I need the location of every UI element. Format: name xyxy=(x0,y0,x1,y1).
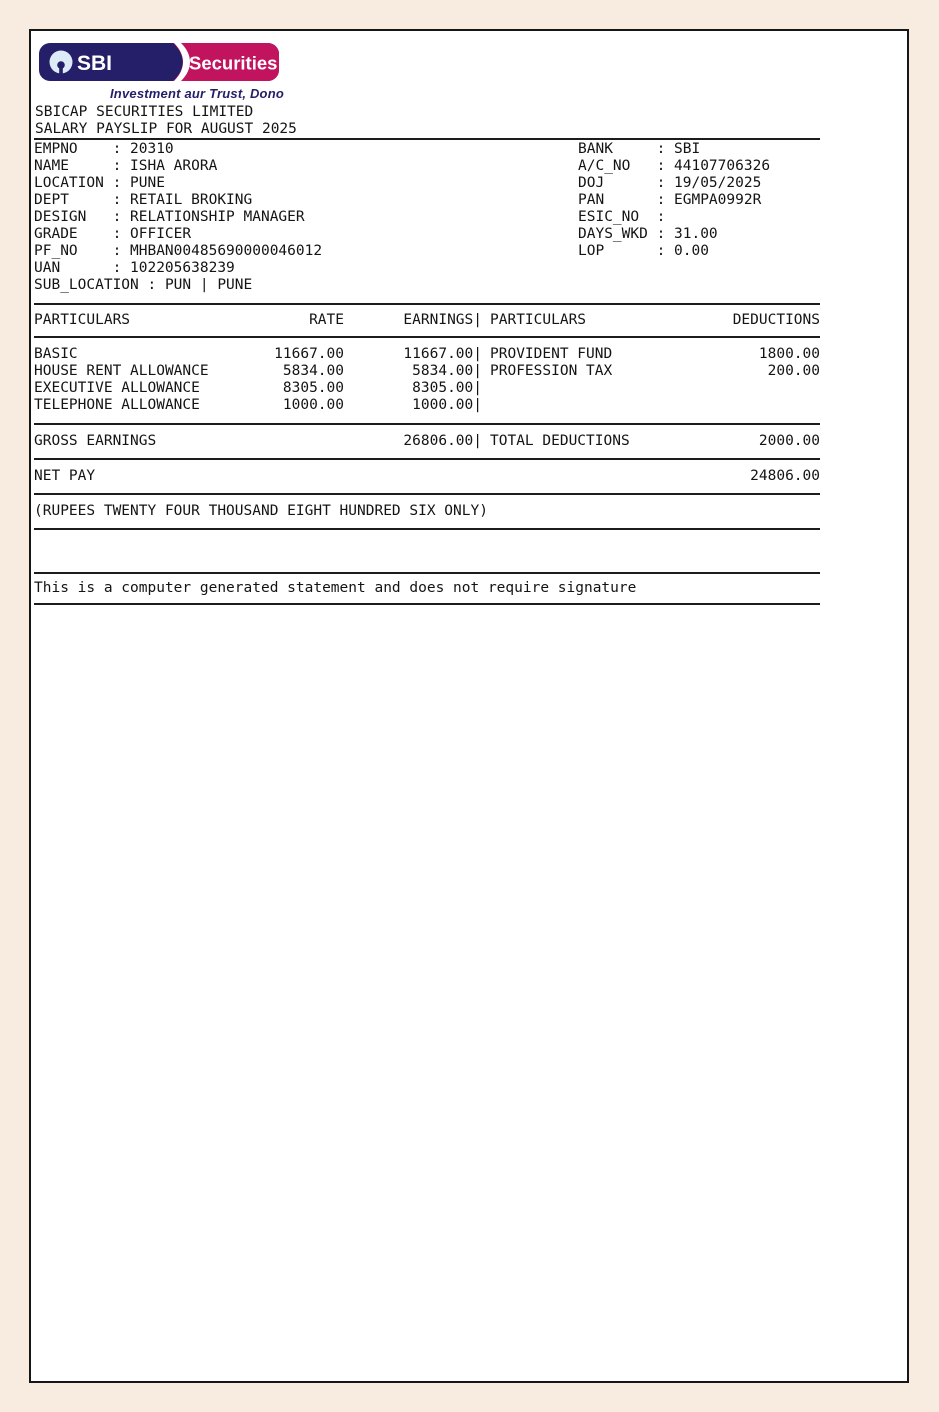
employee-details-left xyxy=(34,141,578,294)
field-label: PF_NO xyxy=(34,243,78,259)
field-doj xyxy=(578,175,820,192)
column-separator: | xyxy=(473,363,482,379)
header-particulars-deductions: PARTICULARS xyxy=(490,312,587,328)
field-label: DESIGN xyxy=(34,209,87,225)
deduction-amount xyxy=(698,380,820,397)
field-label: LOCATION xyxy=(34,175,104,191)
colon: : xyxy=(656,209,666,225)
divider xyxy=(34,423,820,425)
payslip-content xyxy=(31,31,820,605)
logo-sbi-text: SBI xyxy=(77,52,113,75)
colon: : xyxy=(112,141,122,157)
sbi-securities-logo xyxy=(39,43,820,81)
colon: : xyxy=(112,175,122,191)
field-label: ESIC_NO xyxy=(578,209,640,225)
logo-securities-text: Securities xyxy=(189,52,278,74)
deduction-amount: 200.00 xyxy=(767,363,820,379)
earning-amount-value: 5834.00 xyxy=(412,363,474,379)
earning-rate: 8305.00 xyxy=(282,380,344,396)
divider xyxy=(34,493,820,495)
field-sub-location xyxy=(34,277,578,294)
field-label: DEPT xyxy=(34,192,69,208)
earning-amount-value: 11667.00 xyxy=(403,346,474,362)
field-value: MHBAN00485690000046012 xyxy=(130,243,323,259)
field-lop xyxy=(578,243,820,260)
computer-generated-note: This is a computer generated statement and does not require signature xyxy=(34,580,637,596)
total-deductions-label: TOTAL DEDUCTIONS xyxy=(490,433,630,449)
net-pay-row xyxy=(34,468,820,485)
field-label: EMPNO xyxy=(34,141,78,157)
field-uan xyxy=(34,260,578,277)
total-deductions-amount: 2000.00 xyxy=(758,433,820,449)
field-label: A/C_NO xyxy=(578,158,631,174)
net-pay-amount: 24806.00 xyxy=(750,468,820,484)
field-dept xyxy=(34,192,578,209)
amount-in-words: (RUPEES TWENTY FOUR THOUSAND EIGHT HUNDRED SIX ONLY) xyxy=(34,503,488,519)
divider xyxy=(34,603,820,605)
field-value: ISHA ARORA xyxy=(130,158,218,174)
colon: : xyxy=(147,277,157,293)
colon: : xyxy=(656,192,666,208)
deduction-name xyxy=(482,380,698,397)
salary-row xyxy=(34,397,820,414)
earning-amount xyxy=(344,397,482,414)
divider xyxy=(34,138,820,140)
gross-totals-row xyxy=(34,433,820,450)
salary-table-header xyxy=(34,312,820,329)
colon: : xyxy=(656,158,666,174)
field-name xyxy=(34,158,578,175)
colon: : xyxy=(112,209,122,225)
logo-tagline: Investment aur Trust, Dono xyxy=(110,86,284,101)
header-particulars-earnings: PARTICULARS xyxy=(34,312,131,328)
earning-rate: 11667.00 xyxy=(274,346,344,362)
field-label: SUB_LOCATION xyxy=(34,277,139,293)
blank-space xyxy=(34,530,820,572)
earning-rate: 1000.00 xyxy=(282,397,344,413)
employee-details xyxy=(34,141,820,294)
field-value: 102205638239 xyxy=(130,260,235,276)
payslip-document xyxy=(29,29,909,1383)
colon: : xyxy=(656,243,666,259)
column-separator: | xyxy=(473,380,482,396)
field-value: 0.00 xyxy=(674,243,709,259)
earning-name: HOUSE RENT ALLOWANCE xyxy=(34,363,209,379)
colon: : xyxy=(112,226,122,242)
field-label: PAN xyxy=(578,192,605,208)
salary-table-body xyxy=(34,346,820,414)
field-value: RETAIL BROKING xyxy=(130,192,253,208)
colon: : xyxy=(112,243,122,259)
field-esic-no xyxy=(578,209,820,226)
field-label: DAYS_WKD xyxy=(578,226,648,242)
field-empno xyxy=(34,141,578,158)
colon: : xyxy=(656,226,666,242)
field-ac-no xyxy=(578,158,820,175)
field-value: PUNE xyxy=(130,175,165,191)
deduction-amount: 1800.00 xyxy=(758,346,820,362)
field-label: BANK xyxy=(578,141,613,157)
deduction-name xyxy=(482,397,698,414)
field-pf-no xyxy=(34,243,578,260)
salary-row xyxy=(34,363,820,380)
column-separator: | xyxy=(473,346,482,362)
colon: : xyxy=(656,141,666,157)
field-value: OFFICER xyxy=(130,226,192,242)
earning-amount-value: 8305.00 xyxy=(412,380,474,396)
field-value: 20310 xyxy=(130,141,174,157)
sbi-securities-logo-icon xyxy=(39,43,279,81)
field-label: LOP xyxy=(578,243,605,259)
header-rate: RATE xyxy=(309,312,344,328)
field-grade xyxy=(34,226,578,243)
gross-earnings-label: GROSS EARNINGS xyxy=(34,433,157,449)
salary-row xyxy=(34,346,820,363)
divider xyxy=(34,303,820,305)
field-bank xyxy=(578,141,820,158)
colon: : xyxy=(112,260,122,276)
field-value: EGMPA0992R xyxy=(674,192,762,208)
net-pay-label: NET PAY xyxy=(34,468,96,484)
colon: : xyxy=(656,175,666,191)
column-separator: | xyxy=(473,433,482,449)
field-days-wkd xyxy=(578,226,820,243)
gross-rate-empty xyxy=(234,433,344,450)
payslip-title: SALARY PAYSLIP FOR AUGUST 2025 xyxy=(35,121,297,137)
column-separator: | xyxy=(473,312,482,328)
field-value: 31.00 xyxy=(674,226,718,242)
colon: : xyxy=(112,192,122,208)
field-pan xyxy=(578,192,820,209)
field-label: UAN xyxy=(34,260,61,276)
earning-name: EXECUTIVE ALLOWANCE xyxy=(34,380,200,396)
divider xyxy=(34,572,820,574)
earning-amount-value: 1000.00 xyxy=(412,397,474,413)
field-value: RELATIONSHIP MANAGER xyxy=(130,209,305,225)
earning-amount xyxy=(344,380,482,397)
field-design xyxy=(34,209,578,226)
deduction-amount xyxy=(698,397,820,414)
divider xyxy=(34,458,820,460)
field-label: DOJ xyxy=(578,175,605,191)
field-value: 44107706326 xyxy=(674,158,771,174)
colon: : xyxy=(112,158,122,174)
gross-earnings-value: 26806.00 xyxy=(403,433,474,449)
salary-row xyxy=(34,380,820,397)
earning-amount xyxy=(344,346,482,363)
company-header xyxy=(35,104,820,138)
field-label: NAME xyxy=(34,158,69,174)
field-value: PUN | PUNE xyxy=(164,277,253,293)
divider xyxy=(34,336,820,338)
earning-name: TELEPHONE ALLOWANCE xyxy=(34,397,200,413)
earning-amount xyxy=(344,363,482,380)
header-deductions: DEDUCTIONS xyxy=(732,312,820,328)
earning-name: BASIC xyxy=(34,346,78,362)
field-value: SBI xyxy=(674,141,701,157)
deduction-name: PROFESSION TAX xyxy=(490,363,613,379)
column-separator: | xyxy=(473,397,482,413)
earning-rate: 5834.00 xyxy=(282,363,344,379)
gross-earnings-amount xyxy=(344,433,482,450)
field-location xyxy=(34,175,578,192)
header-earnings-label: EARNINGS xyxy=(403,312,474,328)
field-label: GRADE xyxy=(34,226,78,242)
field-value: 19/05/2025 xyxy=(674,175,762,191)
header-earnings xyxy=(344,312,482,329)
deduction-name: PROVIDENT FUND xyxy=(490,346,613,362)
employee-details-right xyxy=(578,141,820,294)
company-name: SBICAP SECURITIES LIMITED xyxy=(35,104,254,120)
